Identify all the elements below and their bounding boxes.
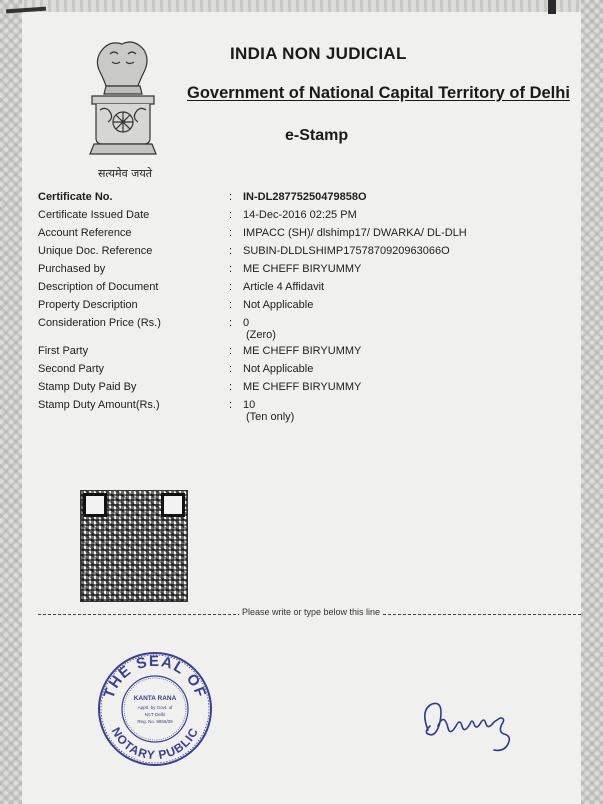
detail-row-issued-date: Certificate Issued Date : 14-Dec-2016 02:25 PM	[38, 209, 357, 221]
detail-subvalue: (Zero)	[246, 329, 276, 341]
title-government: Government of National Capital Territory of Delhi	[187, 84, 570, 102]
svg-text:THE SEAL OF	[101, 653, 210, 701]
detail-label: Certificate No.	[38, 191, 113, 203]
detail-value: Not Applicable	[243, 299, 314, 311]
title-india-non-judicial: INDIA NON JUDICIAL	[230, 44, 407, 63]
detail-label: Certificate Issued Date	[38, 209, 150, 221]
certificate-details	[38, 191, 558, 427]
detail-row-second-party: Second Party : Not Applicable	[38, 363, 314, 375]
detail-row-certificate-no: Certificate No. : IN-DL28775250479858O	[38, 191, 367, 203]
detail-value: IMPACC (SH)/ dlshimp17/ DWARKA/ DL-DLH	[243, 227, 467, 239]
detail-label: Second Party	[38, 363, 105, 375]
detail-label: Account Reference	[38, 227, 132, 239]
detail-label: Purchased by	[38, 263, 106, 275]
detail-subvalue: (Ten only)	[246, 411, 295, 423]
notary-seal	[96, 650, 214, 768]
detail-label: First Party	[38, 345, 89, 357]
seal-name: KANTA RANA	[133, 695, 177, 702]
national-motto: सत्यमेव जयते	[97, 167, 152, 180]
decorative-border-right	[581, 0, 603, 804]
detail-label: Consideration Price (Rs.)	[38, 317, 161, 329]
detail-label: Stamp Duty Paid By	[38, 381, 137, 393]
qr-code	[80, 490, 188, 602]
detail-label: Property Description	[38, 299, 138, 311]
detail-row-description: Description of Document : Article 4 Affidavit	[38, 281, 325, 293]
national-emblem-icon	[82, 40, 164, 170]
detail-value: 0	[243, 317, 250, 329]
signature	[408, 690, 536, 770]
detail-value: ME CHEFF BIRYUMMY	[243, 381, 362, 393]
detail-label: Stamp Duty Amount(Rs.)	[38, 399, 160, 411]
detail-value: ME CHEFF BIRYUMMY	[243, 263, 362, 275]
seal-line2: Apptt. by Govt. of	[137, 705, 173, 710]
svg-text:NOTARY PUBLIC	[109, 725, 201, 762]
title-e-stamp: e-Stamp	[285, 127, 349, 144]
detail-row-stamp-duty-paid-by: Stamp Duty Paid By : ME CHEFF BIRYUMMY	[38, 381, 362, 393]
detail-row-first-party: First Party : ME CHEFF BIRYUMMY	[38, 345, 362, 357]
detail-value: Not Applicable	[243, 363, 314, 375]
seal-top-text: THE SEAL OF	[100, 652, 210, 701]
detail-row-stamp-duty-amount: Stamp Duty Amount(Rs.) : 10 (Ten only)	[38, 399, 295, 423]
detail-value: 10	[243, 399, 256, 411]
detail-row-consideration-price: Consideration Price (Rs.) : 0 (Zero)	[38, 317, 276, 341]
detail-value: SUBIN-DLDLSHIMP1757870920963066O	[243, 245, 450, 257]
detail-label: Description of Document	[38, 281, 159, 293]
detail-row-unique-doc-reference: Unique Doc. Reference : SUBIN-DLDLSHIMP1757870920963066O	[38, 245, 450, 257]
detail-value: 14-Dec-2016 02:25 PM	[243, 209, 357, 221]
detail-value: Article 4 Affidavit	[243, 281, 325, 293]
detail-value: IN-DL28775250479858O	[243, 191, 367, 203]
seal-line3: NCT Delhi	[144, 712, 166, 717]
detail-row-property-description: Property Description : Not Applicable	[38, 299, 314, 311]
detail-value: ME CHEFF BIRYUMMY	[243, 345, 362, 357]
separator-text: Please write or type below this line	[239, 607, 383, 617]
detail-row-account-reference: Account Reference : IMPACC (SH)/ dlshimp17/ DWARKA/ DL-DLH	[38, 227, 467, 239]
corner-dot	[548, 0, 556, 14]
detail-row-purchased-by: Purchased by : ME CHEFF BIRYUMMY	[38, 263, 362, 275]
seal-bottom-text: NOTARY PUBLIC	[108, 724, 202, 763]
decorative-border-top	[0, 0, 603, 12]
decorative-border-left	[0, 0, 22, 804]
seal-line4: Reg. No. 8866/09	[137, 719, 173, 724]
detail-label: Unique Doc. Reference	[38, 245, 153, 257]
